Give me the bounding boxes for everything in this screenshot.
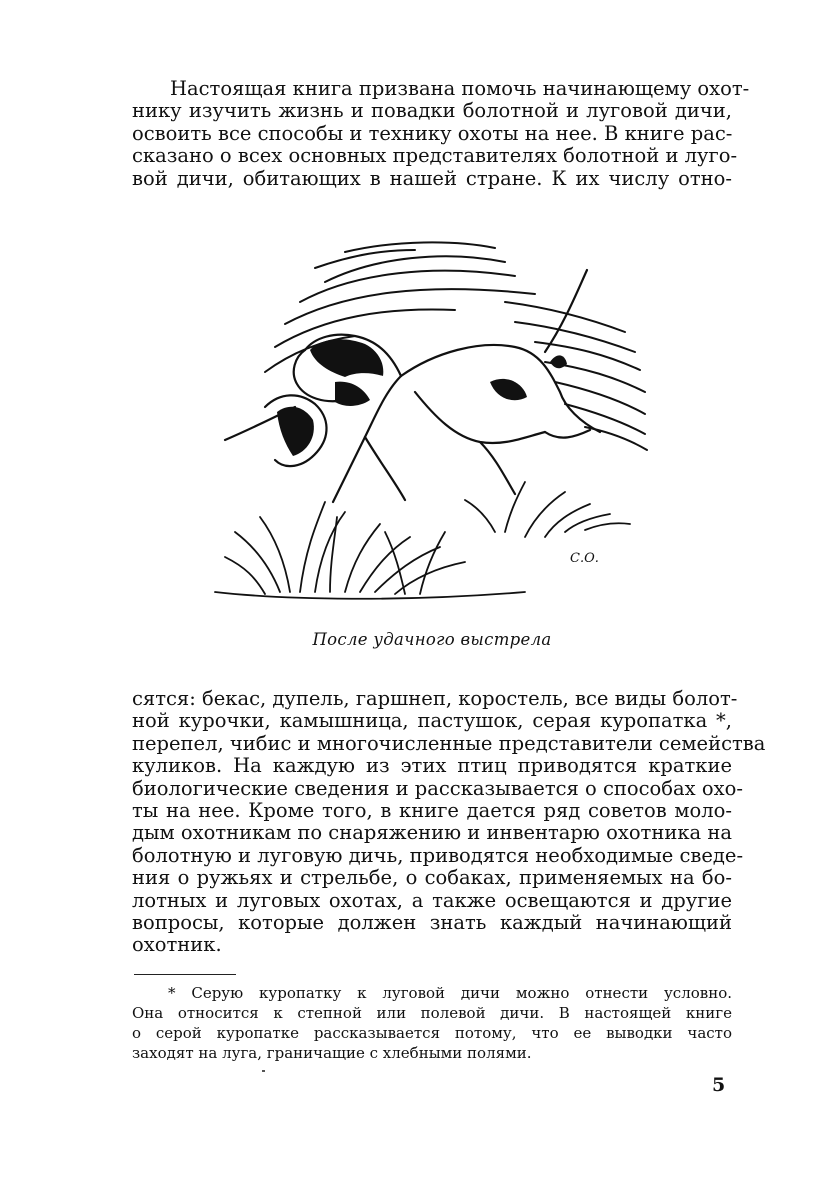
text-line: нику изучить жизнь и повадки болотной и луговой дичи, — [132, 99, 732, 123]
grass-tufts — [215, 482, 630, 599]
footnote-divider — [134, 974, 236, 975]
text-line: биологические сведения и рассказывается о способах охо- — [132, 776, 743, 800]
footnote — [132, 983, 732, 1063]
text-line: ты на нее. Кроме того, в книге дается ряд советов моло- — [132, 799, 732, 823]
text-line: сятся: бекас, дупель, гаршнеп, коростель, все виды болот- — [132, 687, 738, 710]
footnote-line: Она относится к степной или полевой дичи. В настоящей книге — [132, 1004, 732, 1022]
footnote-line: * Серую куропатку к луговой дичи можно отнести условно. — [168, 984, 732, 1002]
text-line: перепел, чибис и многочисленные представители семейства — [132, 731, 766, 755]
text-line: лотных и луговых охотах, а также освещаются и другие — [132, 888, 732, 912]
text-line: вой дичи, обитающих в нашей стране. К их числу отно- — [132, 166, 732, 190]
footnote-line: заходят на луга, граничащие с хлебными полями. — [132, 1044, 532, 1062]
main-paragraph — [132, 687, 766, 957]
text-line: освоить все способы и технику охоты на нее. В книге рас- — [132, 121, 733, 145]
text-line: дым охотникам по снаряжению и инвентарю охотника на — [132, 821, 732, 845]
illustration-caption: После удачного выстрела — [312, 630, 552, 649]
text-line: ния о ружьях и стрельбе, о собаках, применяемых на бо- — [132, 866, 732, 890]
dog-figure — [225, 270, 600, 502]
text-line: сказано о всех основных представителях болотной и луго- — [132, 144, 738, 168]
scan-speck — [262, 1070, 265, 1072]
footnote-line: о серой куропатке рассказывается потому, что ее выводки часто — [132, 1024, 732, 1042]
text-line: ной курочки, камышница, пастушок, серая куропатка *, — [132, 709, 732, 733]
hunting-dog-illustration — [205, 232, 650, 612]
artist-signature: С.О. — [570, 551, 599, 566]
text-line: охотник. — [132, 933, 222, 957]
text-line: болотную и луговую дичь, приводятся необходимые сведе- — [132, 843, 744, 867]
text-line: вопросы, которые должен знать каждый начинающий — [132, 911, 732, 935]
text-line: куликов. На каждую из этих птиц приводятся краткие — [132, 754, 732, 778]
text-line: Настоящая книга призвана помочь начинающему охот- — [170, 77, 750, 100]
page-number: 5 — [712, 1074, 726, 1096]
intro-paragraph — [132, 77, 750, 190]
